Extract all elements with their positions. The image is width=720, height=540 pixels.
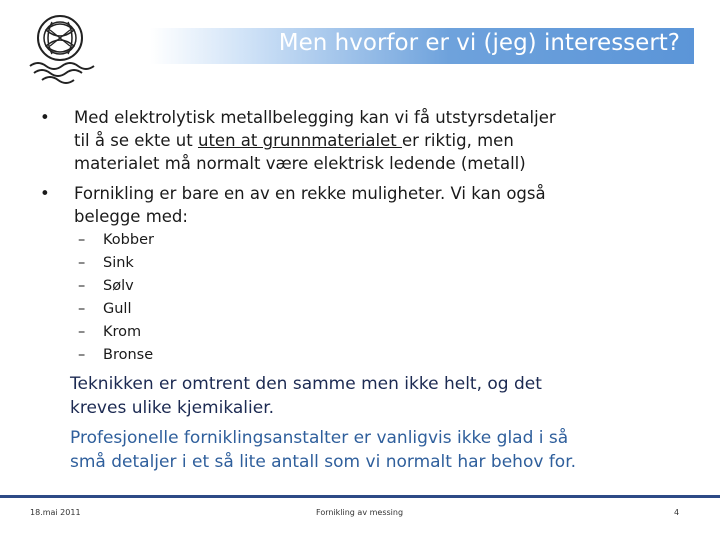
- footer-date: 18.mai 2011: [30, 508, 81, 517]
- bullet-text: belegge med:: [74, 207, 188, 226]
- bullet-text-fragment: til å se ekte ut: [74, 131, 198, 150]
- bullet-text: Fornikling er bare en av en rekke muligheter. Vi kan også: [74, 184, 546, 203]
- list-item-label: Sink: [103, 255, 134, 271]
- bullet-text: Med elektrolytisk metallbelegging kan vi få utstyrsdetaljer: [74, 108, 556, 127]
- paragraph-line: små detaljer i et så lite antall som vi normalt har behov for.: [70, 452, 577, 472]
- paragraph-line: kreves ulike kjemikalier.: [70, 398, 275, 418]
- slide-title: Men hvorfor er vi (jeg) interessert?: [278, 30, 680, 56]
- knot-waves-logo-icon: [22, 8, 98, 86]
- list-item-label: Bronse: [103, 347, 154, 363]
- footer-divider: [0, 495, 720, 498]
- bullet-marker: •: [40, 108, 50, 127]
- list-item-label: Sølv: [103, 278, 134, 294]
- dash-marker: –: [78, 324, 86, 340]
- dash-marker: –: [78, 232, 86, 248]
- paragraph-line: Teknikken er omtrent den samme men ikke helt, og det: [70, 374, 542, 394]
- paragraph-line: Profesjonelle forniklingsanstalter er vanligvis ikke glad i så: [70, 428, 569, 448]
- dash-marker: –: [78, 255, 86, 271]
- page-number: 4: [674, 508, 680, 517]
- dash-marker: –: [78, 301, 86, 317]
- bullet-marker: •: [40, 184, 50, 203]
- bullet-text: materialet må normalt være elektrisk ledende (metall): [74, 154, 526, 173]
- title-bar: [150, 28, 694, 64]
- bullet-text-fragment: er riktig, men: [401, 131, 514, 150]
- list-item-label: Gull: [103, 301, 132, 317]
- dash-marker: –: [78, 278, 86, 294]
- underlined-phrase: uten at grunnmaterialet: [197, 131, 402, 150]
- list-item-label: Krom: [103, 324, 142, 340]
- list-item-label: Kobber: [103, 232, 154, 248]
- dash-marker: –: [78, 347, 86, 363]
- footer-title: Fornikling av messing: [316, 508, 404, 517]
